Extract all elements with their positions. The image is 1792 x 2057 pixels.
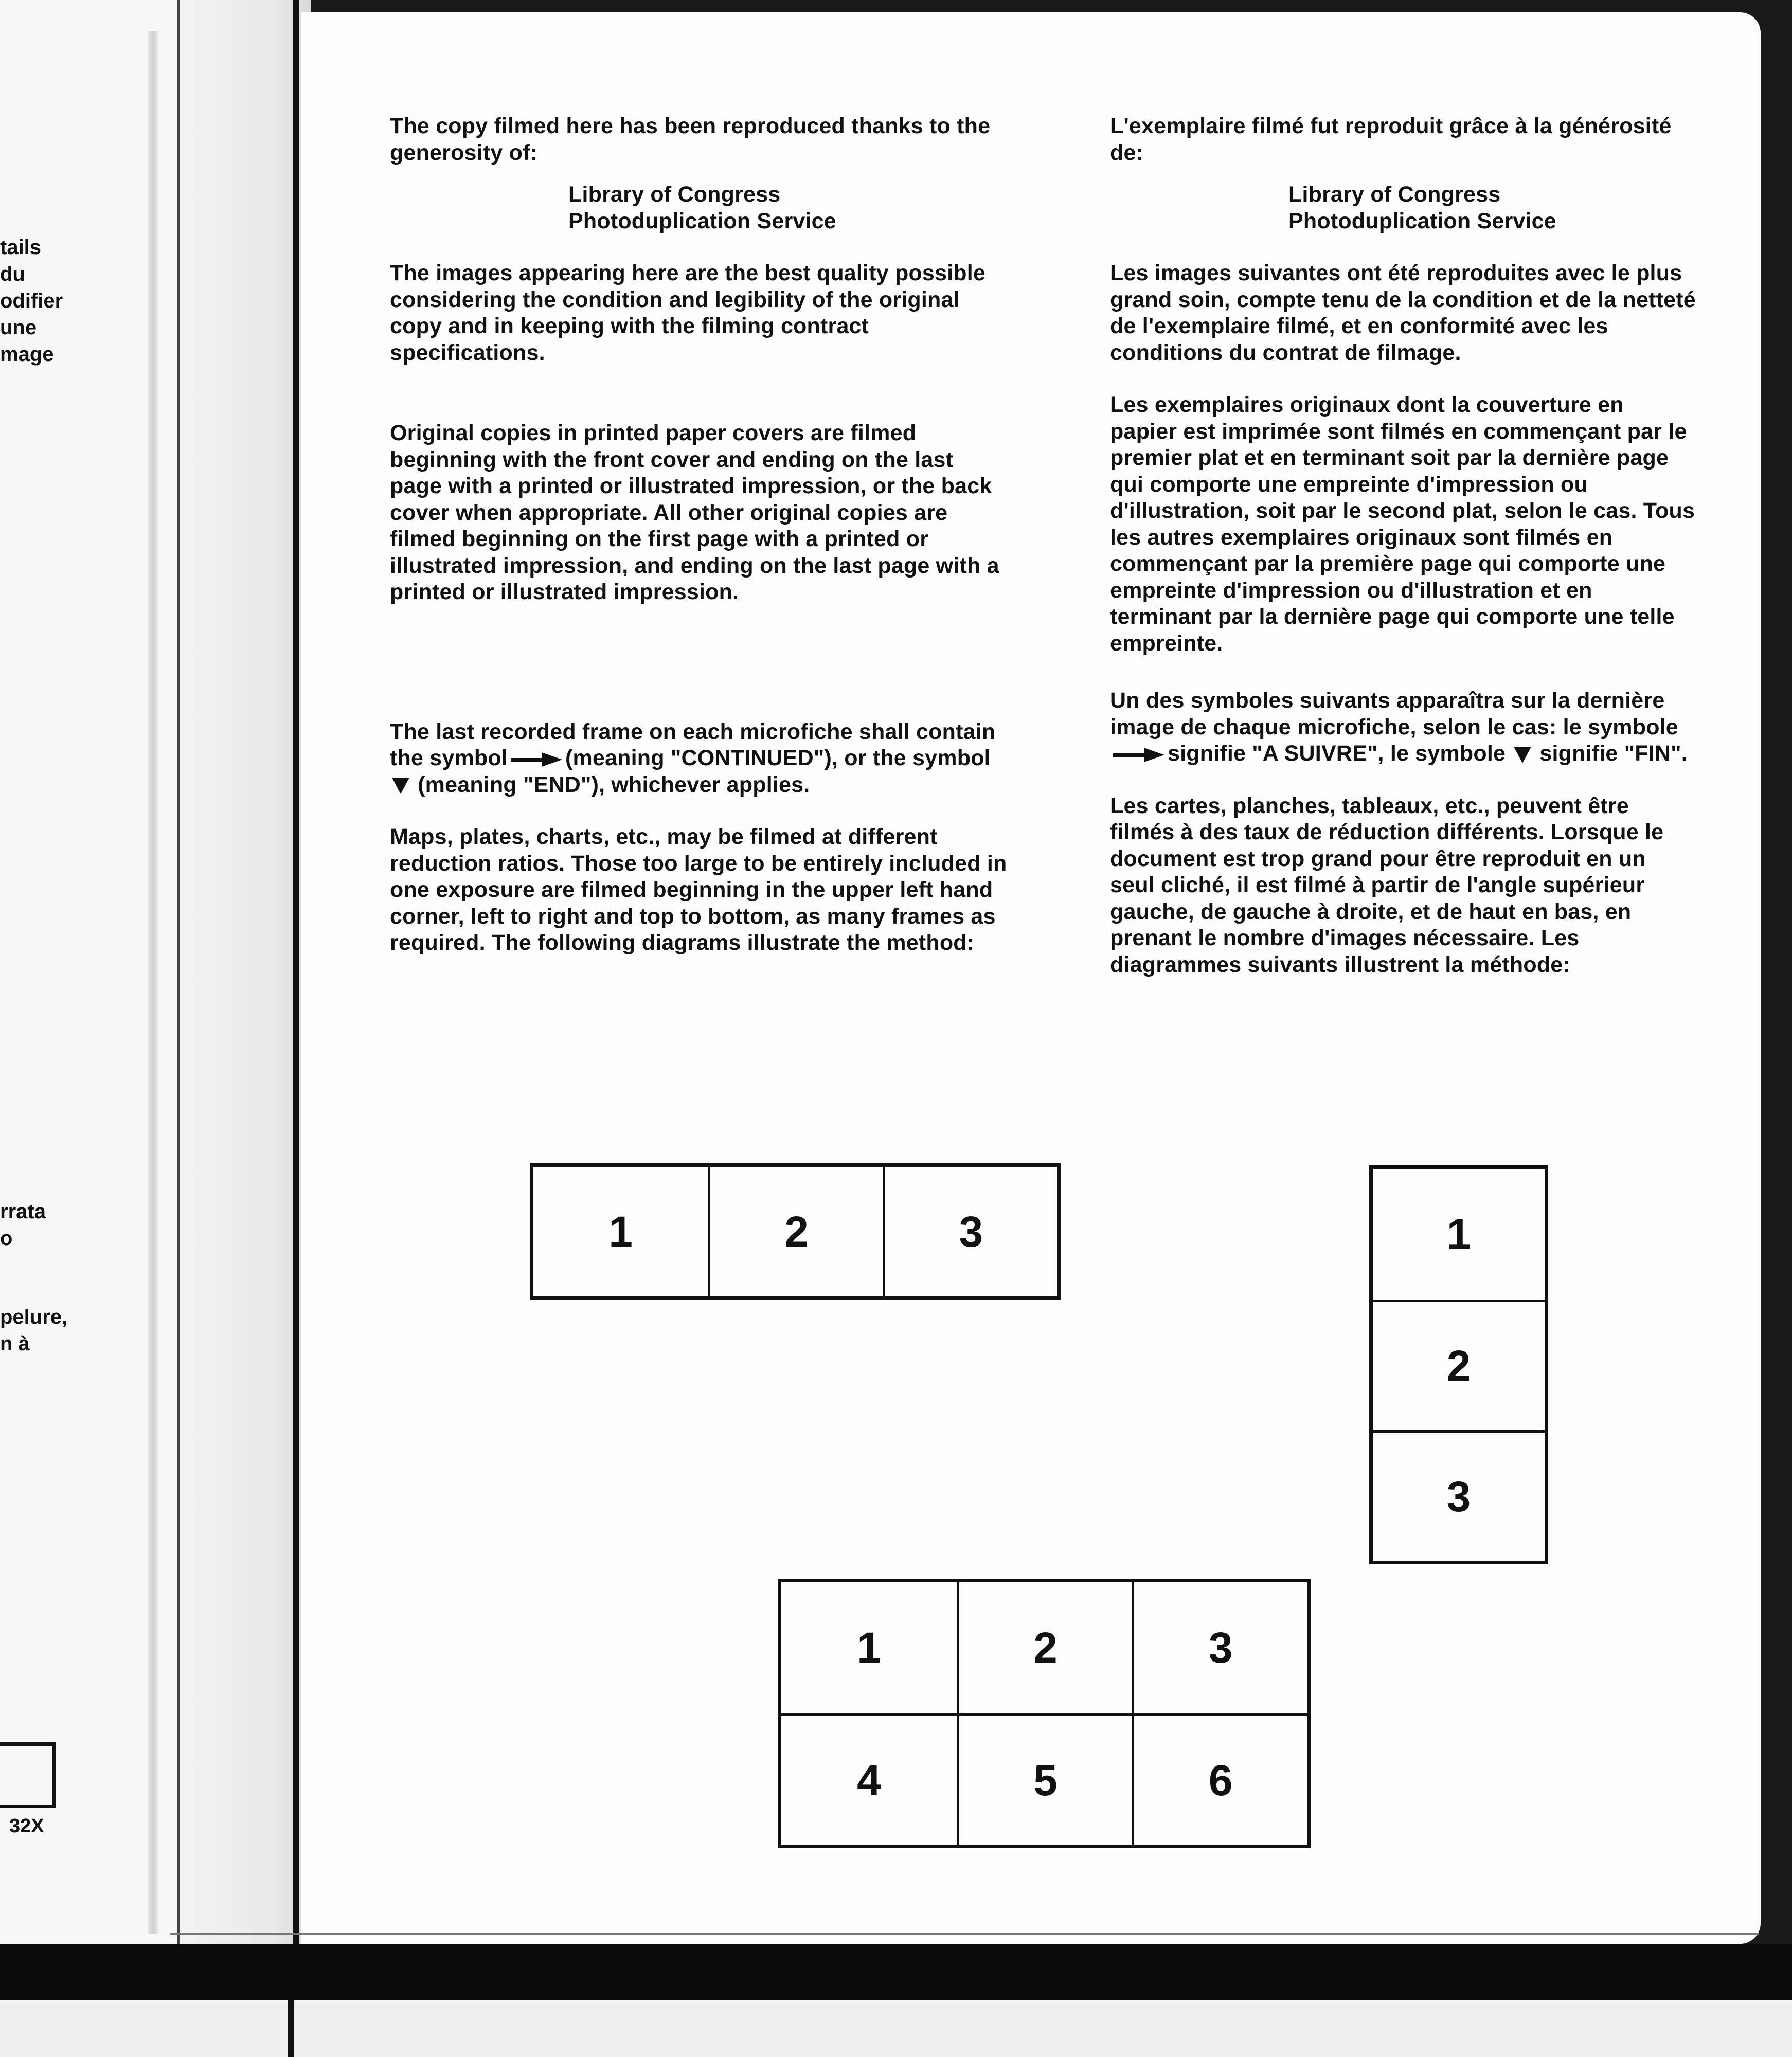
- fragment-line: n à: [0, 1332, 30, 1355]
- frame-cell: 3: [883, 1167, 1057, 1296]
- next-frame-strip: [0, 2000, 1792, 2057]
- frame-cell: 1: [608, 1207, 633, 1256]
- fr-symbols-text: signifie "A SUIVRE", le symbole: [1168, 741, 1506, 766]
- arrow-right-icon: [511, 754, 562, 765]
- fr-credit-line: Photoduplication Service: [1288, 208, 1556, 233]
- fr-symbols-text: Un des symboles suivants apparaîtra sur la dernière image de chaque microfiche, selon le cas: le symbole: [1110, 688, 1678, 739]
- spine-edge: [293, 0, 299, 1944]
- en-symbols-text: (meaning "END"), whichever applies.: [418, 772, 810, 797]
- bottom-border: [0, 1944, 1792, 2000]
- left-fragment-text: [0, 1304, 67, 1357]
- fragment-line: une: [0, 316, 37, 339]
- arrow-right-icon: [1113, 750, 1164, 760]
- diagram-horizontal-frames: [530, 1163, 1061, 1300]
- triangle-down-icon: [392, 778, 409, 794]
- diagram-grid-frames: [778, 1579, 1311, 1848]
- en-paragraph-maps: Maps, plates, charts, etc., may be filmed at different reduction ratios. Those too large to be entirely included in one exposure are filmed beginning in the upper left hand corner, left to right and top to bottom, as many frames as required. The following diagrams illustrate the method:: [390, 824, 1007, 955]
- frame-cell: 6: [1132, 1713, 1307, 1845]
- fragment-line: tails: [0, 236, 42, 259]
- fragment-line: rrata: [0, 1200, 46, 1223]
- resolution-target-box: [0, 1742, 56, 1808]
- fr-paragraph-symbols: [1110, 688, 1696, 767]
- frame-cell: 2: [1373, 1300, 1545, 1430]
- fragment-line: odifier: [0, 290, 63, 312]
- frame-cell: 2: [957, 1582, 1132, 1713]
- frame-cell: 1: [856, 1623, 881, 1672]
- fr-symbols-text: signifie "FIN".: [1539, 741, 1688, 766]
- frame-cell: 3: [1373, 1430, 1545, 1561]
- page-baseline: [170, 1933, 1759, 1935]
- left-fragment-text: [0, 1198, 46, 1252]
- french-column: [1110, 113, 1696, 978]
- en-symbols-text: The last recorded frame on each microfiche shall contain the symbol: [390, 719, 996, 770]
- english-column: [390, 113, 1007, 957]
- en-credit-line: Photoduplication Service: [568, 208, 836, 233]
- fr-paragraph-covers: Les exemplaires originaux dont la couverture en papier est imprimée sont filmés en commençant par le premier plat et en terminant soit par la dernière page qui comporte une empreinte d'impression ou d'illustration, soit par le second plat, selon le cas. Tous les autres exemplaires originaux sont filmés en commençant par la première page qui comporte une empreinte d'impression ou d'illustration et en terminant par la dernière page qui comporte une telle empreinte.: [1110, 392, 1695, 656]
- en-symbols-text: (meaning "CONTINUED"), or the symbol: [565, 746, 991, 770]
- en-paragraph-covers: Original copies in printed paper covers are filmed beginning with the front cover and ending on the last page with a printed or illustrated impression, or the back cover when appropriate. All other original copies are filmed beginning on the first page with a printed or illustrated impression, and ending on the last page with a printed or illustrated impression.: [390, 421, 999, 604]
- fragment-line: pelure,: [0, 1306, 68, 1328]
- resolution-label: 32X: [9, 1815, 44, 1837]
- fr-credit-line: Library of Congress: [1288, 182, 1501, 207]
- frame-cell: 2: [708, 1167, 882, 1296]
- fragment-line: du: [0, 263, 25, 285]
- en-paragraph-quality: The images appearing here are the best quality possible considering the condition and legibility of the original copy and in keeping with the filming contract specifications.: [390, 261, 986, 365]
- fr-paragraph-maps: Les cartes, planches, tableaux, etc., peuvent être filmés à des taux de réduction différents. Lorsque le document est trop grand pour être reproduit en un seul cliché, il est filmé à partir de l'angle supérieur gauche, de gauche à droite, et de haut en bas, en prenant le nombre d'images nécessaire. Les diagrammes suivants illustrent la méthode:: [1110, 793, 1664, 977]
- en-credit-line: Library of Congress: [568, 182, 781, 207]
- fragment-line: o: [0, 1227, 13, 1250]
- en-paragraph-credit-intro: The copy filmed here has been reproduced thanks to the generosity of:: [390, 114, 991, 165]
- frame-cell: 3: [1132, 1582, 1307, 1713]
- frame-cell: 1: [1446, 1210, 1471, 1258]
- fragment-line: mage: [0, 343, 54, 366]
- fr-paragraph-quality: Les images suivantes ont été reproduites avec le plus grand soin, compte tenu de la condition et de la netteté de l'exemplaire filmé, et en conformité avec les conditions du contrat de filmage.: [1110, 261, 1696, 365]
- fr-paragraph-credit-intro: L'exemplaire filmé fut reproduit grâce à la générosité de:: [1110, 114, 1672, 165]
- left-page-fold: [148, 31, 158, 1934]
- next-frame-edge: [288, 2000, 294, 2057]
- left-fragment-text: [0, 234, 63, 368]
- book-spine: [177, 0, 311, 1944]
- frame-cell: 5: [957, 1713, 1132, 1845]
- en-paragraph-symbols: [390, 719, 1007, 799]
- triangle-down-icon: [1514, 747, 1531, 763]
- frame-cell: 4: [781, 1713, 957, 1845]
- diagram-vertical-frames: [1369, 1165, 1548, 1564]
